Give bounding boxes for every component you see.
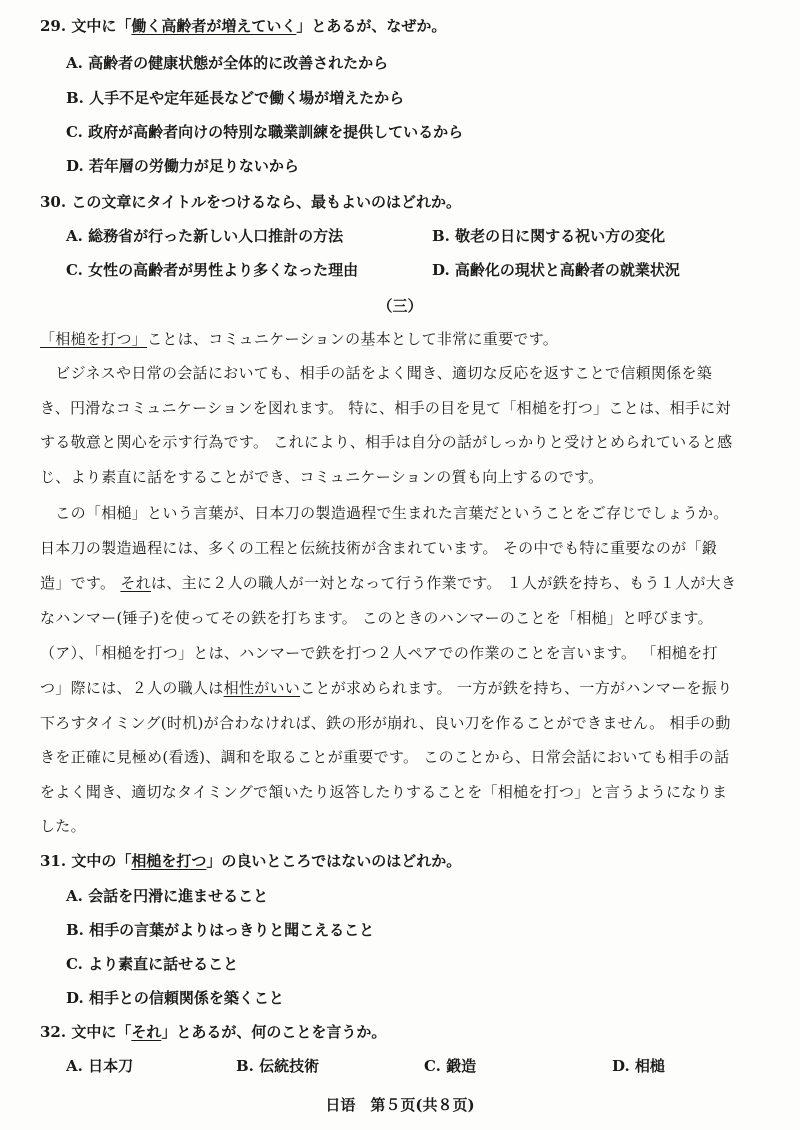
page-footer: 日语 第５页(共８页)	[325, 1096, 475, 1114]
underlined-quote: 働く高齢者が増えていく	[131, 17, 297, 35]
q31-option-b[interactable]: B. 相手の言葉がよりはっきりと聞こえること	[66, 921, 375, 939]
passage-line: 造」です。 それは、主に２人の職人が一対となって行う作業です。 １人が鉄を持ち、もう１人が大き	[40, 574, 737, 592]
passage-line: じ、より素直に話をすることができ、コミュニケーションの質も向上するのです。	[40, 468, 604, 486]
question-31-stem: 31. 文中の「相槌を打つ」の良いところではないのはどれか。	[40, 852, 462, 870]
q31-option-c[interactable]: C. より素直に話せること	[66, 955, 239, 973]
passage-line: （ア）、「相槌を打つ」とは、ハンマーで鉄を打つ２人ペアでの作業のことを言います。 「相槌を打	[40, 644, 718, 662]
question-30-stem: 30. この文章にタイトルをつけるなら、最もよいのはどれか。	[40, 193, 462, 211]
q32-option-a[interactable]: A. 日本刀	[66, 1057, 134, 1075]
underlined-sore: それ	[120, 574, 151, 592]
section-heading: （三）	[377, 297, 423, 315]
q32-option-b[interactable]: B. 伝統技術	[236, 1057, 320, 1075]
question-29-stem: 29. 文中に「働く高齢者が増えていく」とあるが、なぜか。	[40, 17, 447, 35]
q30-option-a[interactable]: A. 総務省が行った新しい人口推計の方法	[66, 227, 344, 245]
q30-option-c[interactable]: C. 女性の高齢者が男性より多くなった理由	[66, 261, 359, 279]
q30-option-b[interactable]: B. 敬老の日に関する祝い方の変化	[432, 227, 666, 245]
passage-line: した。	[40, 817, 86, 835]
underlined-quote: 相槌を打つ	[131, 852, 207, 870]
underlined-quote: それ	[131, 1023, 162, 1041]
q29-option-b[interactable]: B. 人手不足や定年延長などで働く場が増えたから	[66, 89, 405, 107]
q31-option-d[interactable]: D. 相手との信頼関係を築くこと	[66, 989, 284, 1007]
q30-option-d[interactable]: D. 高齢化の現状と高齢者の就業状況	[432, 261, 680, 279]
q29-option-a[interactable]: A. 高齢者の健康状態が全体的に改善されたから	[66, 54, 389, 72]
passage-line: つ」際には、２人の職人は相性がいいことが求められます。 一方が鉄を持ち、一方がハンマーを振り	[40, 679, 733, 697]
passage-line: この「相槌」という言葉が、日本刀の製造過程で生まれた言葉だということをご存じでしょうか。	[40, 504, 729, 522]
q32-option-c[interactable]: C. 鍛造	[424, 1057, 477, 1075]
q31-option-a[interactable]: A. 会話を円滑に進ませること	[66, 887, 269, 905]
passage-line: をよく聞き、適切なタイミングで頷いたり返答したりすることを「相槌を打つ」と言うようになりま	[40, 783, 728, 801]
passage-line: き、円滑なコミュニケーションを図れます。 特に、相手の目を見て「相槌を打つ」ことは、相手に対	[40, 399, 731, 417]
q29-option-c[interactable]: C. 政府が高齢者向けの特別な職業訓練を提供しているから	[66, 123, 464, 141]
q29-option-d[interactable]: D. 若年層の労働力が足りないから	[66, 157, 299, 175]
passage-intro: 「相槌を打つ」ことは、コミュニケーションの基本として非常に重要です。	[40, 330, 559, 348]
passage-line: する敬意と関心を示す行為です。 これにより、相手は自分の話がしっかりと受けとめられていると感	[40, 433, 733, 451]
passage-line: きを正確に見極め(看透)、調和を取ることが重要です。 このことから、日常会話においても相手の話	[40, 748, 730, 766]
q32-option-d[interactable]: D. 相槌	[612, 1057, 665, 1075]
passage-line: ビジネスや日常の会話においても、相手の話をよく聞き、適切な反応を返すことで信頼関係を築	[40, 364, 713, 382]
passage-line: 日本刀の製造過程には、多くの工程と伝統技術が含まれています。 その中でも特に重要なのが「鍛	[40, 539, 718, 557]
underlined-aishou: 相性がいい	[223, 679, 301, 697]
passage-line: なハンマー(锤子)を使ってその鉄を打ちます。 このときのハンマーのことを「相槌」と呼びます。	[40, 609, 713, 627]
passage-line: 下ろすタイミング(时机)が合わなければ、鉄の形が崩れ、良い刀を作ることができません。 相手の動	[40, 714, 731, 732]
question-32-stem: 32. 文中に「それ」とあるが、何のことを言うか。	[40, 1023, 387, 1041]
